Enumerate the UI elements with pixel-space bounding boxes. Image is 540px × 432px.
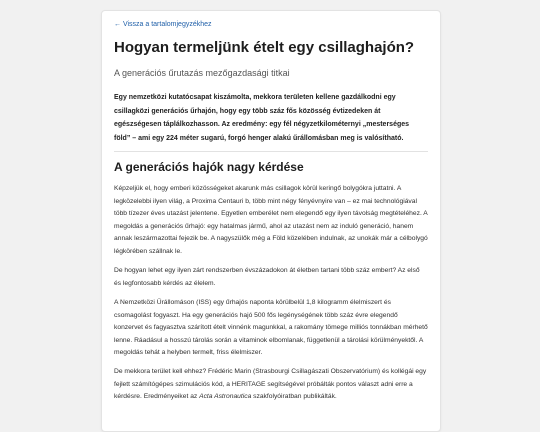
section-heading: A generációs hajók nagy kérdése (114, 160, 304, 174)
back-to-contents-link[interactable]: ← Vissza a tartalomjegyzékhez (114, 21, 212, 28)
article-lead: Egy nemzetközi kutatócsapat kiszámolta, mekkora területen kellene gazdálkodni egy csillagközi generációs űrhajón, hogy egy több száz fős közösség évtizedeken át egészségesen táplálkozhasson. Az eredmény: egy fél négyzetkilométernyi „mesterséges föld” – ami egy 224 méter sugarú, forgó henger alakú űrállomásban meg is valósítható. (114, 94, 410, 142)
article-card (101, 10, 441, 432)
section-divider (114, 151, 428, 152)
paragraph-3: A Nemzetközi Űrállomáson (ISS) egy űrhajós naponta körülbelül 1,8 kilogramm élelmiszert és csomagolást fogyaszt. Ha egy generációs hajó 500 fős legénységének több száz évre elegendő konzervet és fagyasztva szárított ételt vinnénk magunkkal, a rakomány tömege milliós tonnákban mérhető lenne. Ráadásul a hosszú tárolás során a vitaminok elbomlanak, függetlenül a tárolási körülményektől. A megoldás tehát a helyben termelt, friss élelmiszer. (114, 299, 428, 356)
journal-name: Acta Astronautica (199, 393, 252, 400)
article-subtitle: A generációs űrutazás mezőgazdasági titkai (114, 68, 290, 78)
paragraph-1: Képzeljük el, hogy emberi közösségeket akarunk más csillagok körül keringő bolygókra juttatni. A legközelebbi ilyen világ, a Proxima Centauri b, több mint négy fényévnyire van – ez mai technológiával több tízezer éves utazást jelentene. Egyetlen emberélet nem elegendő egy ilyen távolság megtételéhez. A megoldás a generációs űrhajó: egy hatalmas jármű, ahol az utazást nem az induló generáció, hanem annak leszármazottai fejezik be. A nagyszülők még a Föld közelében indulnak, az unokák már a célbolygó légkörében szállnak le. (114, 185, 428, 255)
article-title: Hogyan termeljünk ételt egy csillaghajón? (114, 39, 415, 56)
paragraph-4 (114, 366, 428, 404)
paragraph-2: De hogyan lehet egy ilyen zárt rendszerben évszázadokon át életben tartani több száz embert? Az első és legfontosabb kérdés az élelem. (114, 267, 420, 287)
paragraph-4-end: szakfolyóiratban publikálták. (251, 393, 337, 400)
paragraph-4-text: De mekkora terület kell ehhez? Frédéric Marin (Strasbourgi Csillagászati Obszervatórium) és kollégái egy fejlett számítógépes szimulációs kód, a HERITAGE segítségével próbálták pontos választ adni erre a kérdésre. Eredményeiket az (114, 368, 427, 400)
